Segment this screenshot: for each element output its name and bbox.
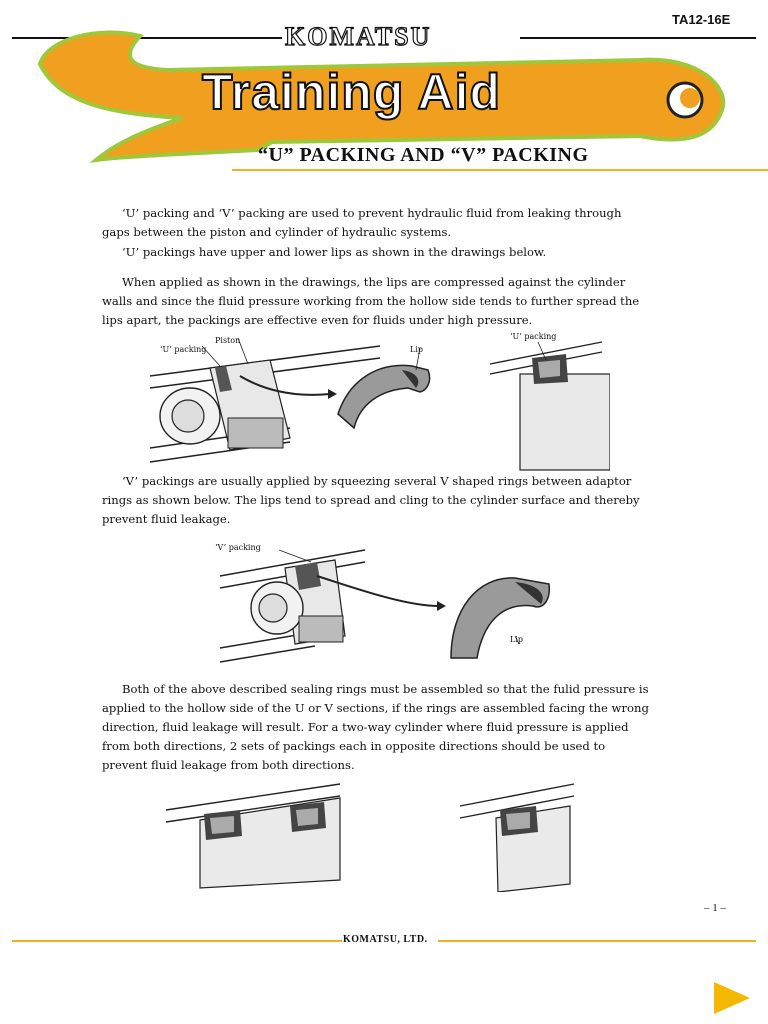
brand-logo: KOMATSU <box>285 22 432 51</box>
page-number: – 1 – <box>704 902 726 914</box>
label-u-packing-right: ‘U’ packing <box>510 332 557 341</box>
assembly-line-3: direction, fluid leakage will result. For a two-way cylinder where fluid pressure is applied <box>102 720 629 734</box>
assembly-line-5: prevent fluid leakage from both directions. <box>102 758 355 772</box>
u-packing-figure <box>140 328 610 476</box>
applied-line-3: lips apart, the packings are effective even for fluids under high pressure. <box>102 313 533 327</box>
footer-rule-right <box>438 940 756 942</box>
label-lip: Lip <box>410 345 423 354</box>
applied-line-1: When applied as shown in the drawings, the lips are compressed against the cylinder <box>122 275 626 289</box>
assembly-line-2: applied to the hollow side of the U or V sections, if the rings are assembled facing the wrong <box>102 701 649 715</box>
paragraph-v-packing <box>102 472 658 529</box>
document-id: TA12-16E <box>672 12 731 27</box>
v-packing-figure <box>215 540 565 664</box>
applied-line-2: walls and since the fluid pressure working from the hollow side tends to further spread the <box>102 294 640 308</box>
label-u-packing: ‘U’ packing <box>160 345 207 354</box>
assembly-line-1: Both of the above described sealing rings must be assembled so that the fulid pressure is <box>122 682 649 696</box>
v-line-2: rings as shown below. The lips tend to spread and cling to the cylinder surface and thereby <box>102 493 640 507</box>
v-line-1: ‘V’ packings are usually applied by squeezing several V shaped rings between adaptor <box>122 474 632 488</box>
two-way-packing-figure <box>160 780 580 892</box>
page-title: “U” PACKING AND “V” PACKING <box>258 144 589 166</box>
next-page-arrow-icon[interactable] <box>710 978 754 1018</box>
label-v-packing: ‘V’ packing <box>215 543 261 552</box>
title-underline <box>232 169 768 171</box>
label-piston: Piston <box>215 336 241 345</box>
paragraph-intro <box>102 204 658 242</box>
paragraph-assembly <box>102 680 658 775</box>
paragraph-applied <box>102 273 658 330</box>
footer-company: KOMATSU, LTD. <box>343 934 428 945</box>
v-line-3: prevent fluid leakage. <box>102 512 231 526</box>
intro-line-2: gaps between the piston and cylinder of hydraulic systems. <box>102 225 452 239</box>
label-v-lip: Lip <box>510 635 523 644</box>
training-aid-banner: Training Aid <box>202 64 502 120</box>
assembly-line-4: from both directions, 2 sets of packings each in opposite directions should be used to <box>102 739 606 753</box>
paragraph-u-lips: ‘U’ packings have upper and lower lips as shown in the drawings below. <box>122 245 547 259</box>
footer-rule-left <box>12 940 342 942</box>
intro-line-1: ‘U’ packing and ‘V’ packing are used to prevent hydraulic fluid from leaking through <box>122 206 622 220</box>
